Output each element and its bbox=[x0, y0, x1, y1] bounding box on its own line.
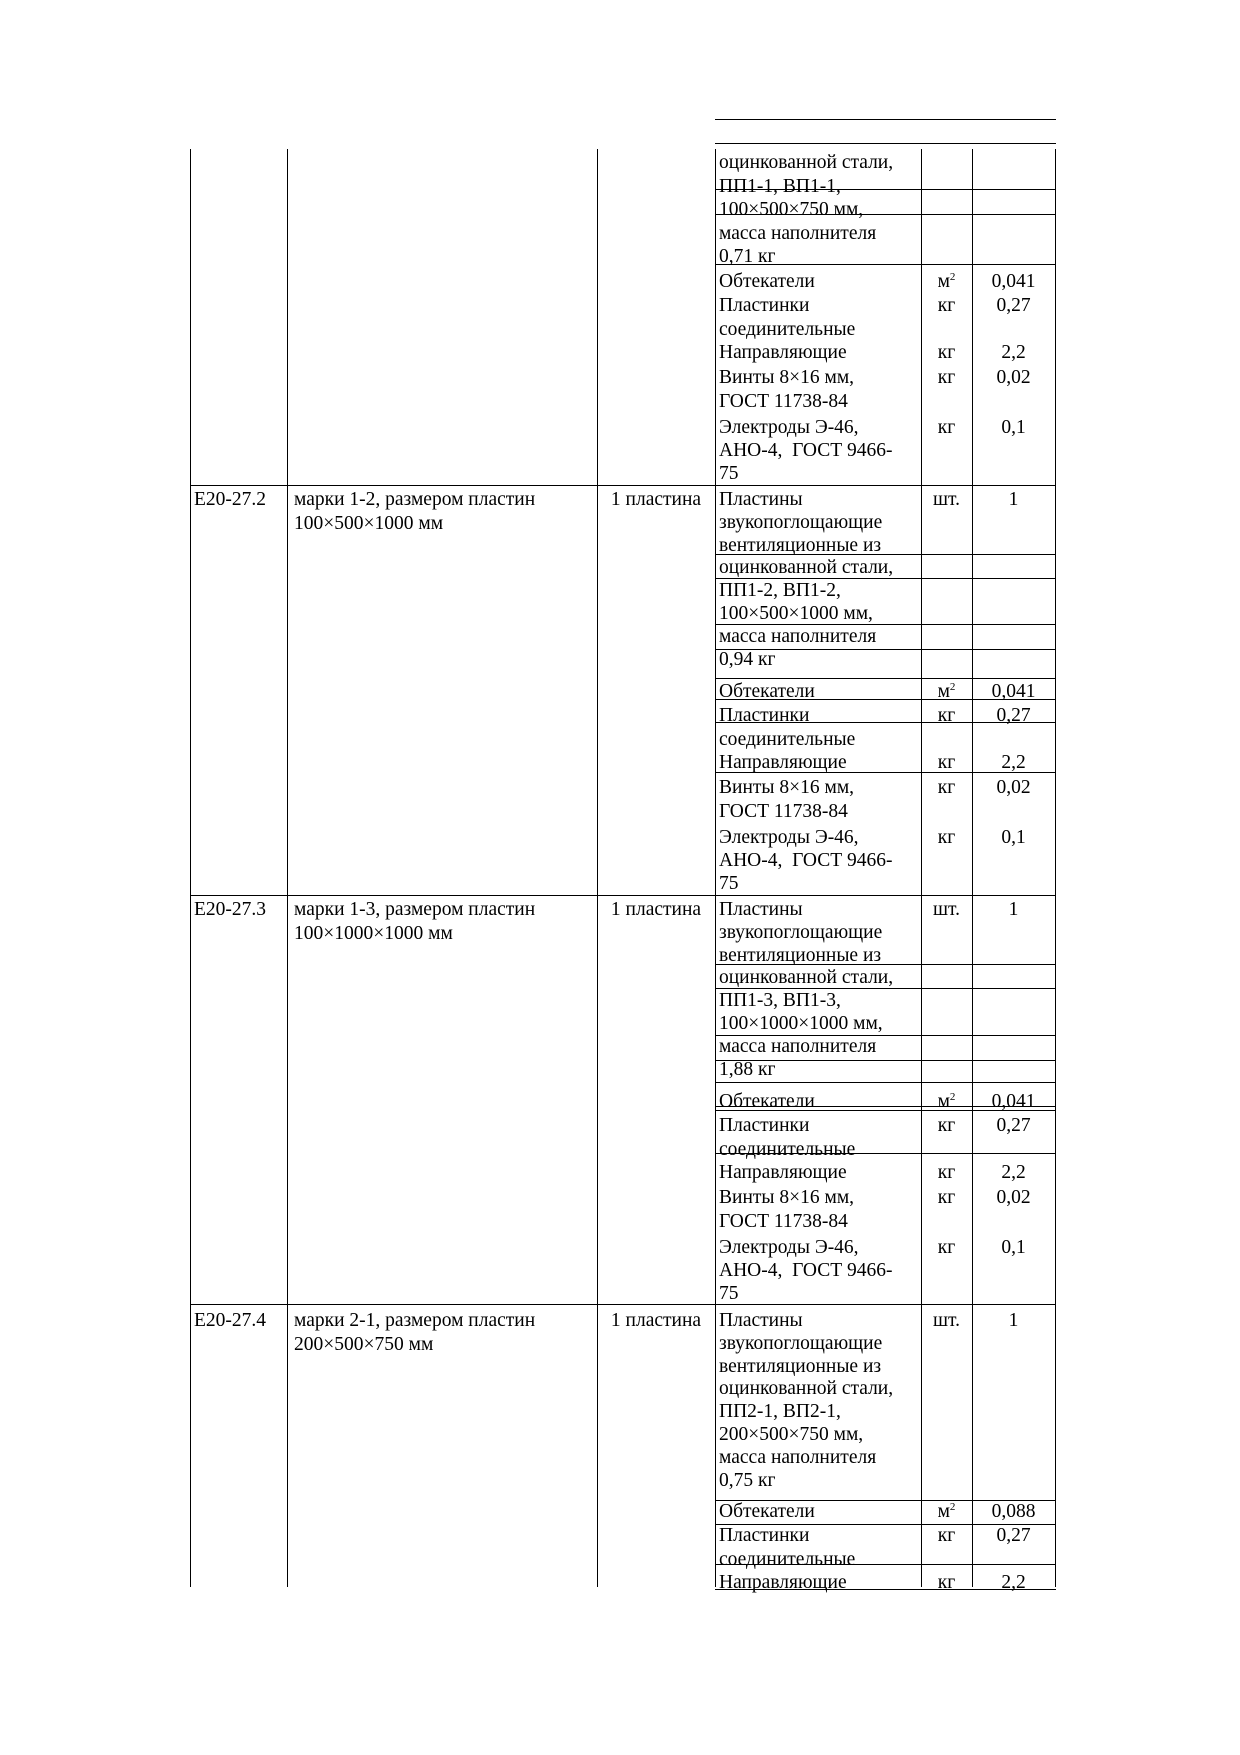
unit-superscript: 2 bbox=[949, 1501, 956, 1513]
unit-cell: шт. bbox=[933, 489, 960, 510]
unit-cell: кг bbox=[937, 777, 956, 798]
value-cell: 0,27 bbox=[996, 1115, 1031, 1136]
row-line bbox=[715, 1082, 1056, 1083]
item-code: Е20-27.2 bbox=[194, 489, 267, 510]
resource-name-line: вентиляционные из bbox=[719, 1355, 882, 1377]
col-line-right bbox=[1055, 149, 1056, 1587]
resource-name-line: Направляющие bbox=[719, 1572, 847, 1593]
value-cell: 0,27 bbox=[996, 705, 1031, 726]
resource-name-line: Направляющие bbox=[719, 1162, 847, 1183]
col-line-meter bbox=[715, 149, 716, 1587]
value-cell: 2,2 bbox=[1001, 342, 1026, 363]
resource-name-line: Пластинки bbox=[719, 1525, 810, 1546]
row-line bbox=[715, 119, 1056, 120]
item-description-line: марки 1-2, размером пластин bbox=[294, 489, 536, 510]
resource-name-line: Пластины bbox=[719, 489, 803, 510]
resource-name-line: ГОСТ 11738-84 bbox=[719, 801, 848, 822]
col-line-unit bbox=[972, 149, 973, 1587]
item-code: Е20-27.4 bbox=[194, 1310, 267, 1331]
unit-cell: кг bbox=[937, 1115, 956, 1136]
resource-name-line: масса наполнителя bbox=[719, 1035, 877, 1057]
resource-name-line: АНО-4, ГОСТ 9466- bbox=[719, 1260, 893, 1281]
unit-superscript: 2 bbox=[949, 271, 956, 283]
value-cell: 0,02 bbox=[996, 367, 1031, 388]
unit-cell: кг bbox=[937, 295, 956, 316]
col-line-left bbox=[190, 149, 191, 1587]
unit-text: м bbox=[937, 271, 950, 292]
resource-name-line: Винты 8×16 мм, bbox=[719, 777, 855, 798]
col-line-desc bbox=[597, 149, 598, 1587]
unit-cell: кг bbox=[937, 705, 956, 726]
resource-name-line: Направляющие bbox=[719, 752, 847, 773]
value-cell: 2,2 bbox=[1001, 1162, 1026, 1183]
resource-name-line: Винты 8×16 мм, bbox=[719, 1187, 855, 1208]
resource-name-line: 1,88 кг bbox=[719, 1058, 776, 1080]
resource-name-line: 75 bbox=[719, 873, 739, 894]
resource-name-line: соединительные bbox=[719, 1139, 856, 1160]
item-description-line: 100×500×1000 мм bbox=[294, 512, 444, 534]
resource-name-line: 100×500×750 мм, bbox=[719, 199, 864, 220]
item-description-line: марки 1-3, размером пластин bbox=[294, 899, 536, 920]
resource-name-line: Обтекатели bbox=[719, 1091, 815, 1112]
unit-cell bbox=[921, 270, 972, 293]
resource-name-line: масса наполнителя bbox=[719, 1446, 877, 1468]
resource-name-line: 0,94 кг bbox=[719, 648, 776, 670]
resource-name-line: соединительные bbox=[719, 1549, 856, 1570]
value-cell: 2,2 bbox=[1001, 1572, 1026, 1593]
item-description-line: марки 2-1, размером пластин bbox=[294, 1310, 536, 1331]
value-cell: 0,1 bbox=[1001, 1237, 1026, 1258]
resource-name-line: 75 bbox=[719, 463, 739, 484]
resource-name-line: вентиляционные из bbox=[719, 944, 882, 966]
resource-name-line: ПП1-2, ВП1-2, bbox=[719, 580, 841, 602]
resource-name-line: 100×500×1000 мм, bbox=[719, 603, 873, 624]
value-cell: 0,02 bbox=[996, 777, 1031, 798]
value-cell: 1 bbox=[1008, 1310, 1019, 1331]
resource-name-line: Пластинки bbox=[719, 1115, 810, 1136]
value-cell: 0,27 bbox=[996, 1525, 1031, 1546]
unit-cell: кг bbox=[937, 417, 956, 438]
resource-name-line: 0,71 кг bbox=[719, 246, 776, 267]
unit-cell: шт. bbox=[933, 1310, 960, 1331]
resource-name-line: вентиляционные из bbox=[719, 534, 882, 556]
resource-name-line: 75 bbox=[719, 1283, 739, 1304]
resource-name-line: оцинкованной стали, bbox=[719, 1378, 894, 1400]
record-line bbox=[190, 895, 1056, 896]
row-line bbox=[715, 678, 1056, 679]
value-cell: 0,041 bbox=[991, 271, 1036, 292]
item-meter: 1 пластина bbox=[610, 489, 702, 510]
unit-cell: шт. bbox=[933, 899, 960, 920]
col-line-code bbox=[287, 149, 288, 1587]
unit-superscript: 2 bbox=[949, 681, 956, 693]
unit-cell: кг bbox=[937, 1162, 956, 1183]
resource-name-line: Направляющие bbox=[719, 342, 847, 363]
unit-text: м bbox=[937, 681, 950, 702]
unit-cell: кг bbox=[937, 367, 956, 388]
resource-name-line: соединительные bbox=[719, 319, 856, 340]
resource-name-line: Пластины bbox=[719, 1310, 803, 1331]
resource-name-line: Пластины bbox=[719, 899, 803, 920]
value-cell: 1 bbox=[1008, 899, 1019, 920]
value-cell: 0,041 bbox=[991, 1091, 1036, 1112]
resource-name-line: ГОСТ 11738-84 bbox=[719, 391, 848, 412]
value-cell: 0,1 bbox=[1001, 827, 1026, 848]
resource-name-line: звукопоглощающие bbox=[719, 1332, 883, 1354]
item-description-line: 200×500×750 мм bbox=[294, 1333, 434, 1355]
value-cell: 0,02 bbox=[996, 1187, 1031, 1208]
item-meter: 1 пластина bbox=[610, 899, 702, 920]
resource-name-line: ПП1-1, ВП1-1, bbox=[719, 175, 841, 197]
value-cell: 0,1 bbox=[1001, 417, 1026, 438]
item-meter: 1 пластина bbox=[610, 1310, 702, 1331]
unit-cell bbox=[921, 1500, 972, 1523]
resource-name-line: масса наполнителя bbox=[719, 625, 877, 647]
unit-cell bbox=[921, 680, 972, 703]
unit-cell: кг bbox=[937, 1525, 956, 1546]
unit-text: м bbox=[937, 1501, 950, 1522]
unit-cell: кг bbox=[937, 827, 956, 848]
resource-name-line: 100×1000×1000 мм, bbox=[719, 1013, 883, 1034]
value-cell: 1 bbox=[1008, 489, 1019, 510]
resource-table bbox=[190, 149, 1059, 1593]
record-line bbox=[190, 1304, 1056, 1305]
resource-name-line: оцинкованной стали, bbox=[719, 967, 894, 989]
resource-name-line: ПП1-3, ВП1-3, bbox=[719, 990, 841, 1012]
resource-name-line: оцинкованной стали, bbox=[719, 557, 894, 579]
resource-name-line: масса наполнителя bbox=[719, 222, 877, 244]
unit-cell: кг bbox=[937, 1572, 956, 1593]
resource-name-line: ГОСТ 11738-84 bbox=[719, 1211, 848, 1232]
resource-name-line: Электроды Э-46, bbox=[719, 417, 859, 438]
value-cell: 0,041 bbox=[991, 681, 1036, 702]
resource-name-line: звукопоглощающие bbox=[719, 511, 883, 533]
col-line-name bbox=[921, 149, 922, 1587]
value-cell: 0,27 bbox=[996, 295, 1031, 316]
item-code: Е20-27.3 bbox=[194, 899, 267, 920]
resource-name-line: Обтекатели bbox=[719, 1501, 815, 1522]
resource-name-line: Пластинки bbox=[719, 295, 810, 316]
resource-name-line: Электроды Э-46, bbox=[719, 1237, 859, 1258]
unit-text: м bbox=[937, 1091, 950, 1112]
unit-cell: кг bbox=[937, 342, 956, 363]
record-line bbox=[190, 485, 1056, 486]
resource-name-line: звукопоглощающие bbox=[719, 921, 883, 943]
unit-superscript: 2 bbox=[949, 1091, 956, 1103]
value-cell: 2,2 bbox=[1001, 752, 1026, 773]
resource-name-line: 0,75 кг bbox=[719, 1469, 776, 1491]
resource-name-line: 200×500×750 мм, bbox=[719, 1424, 864, 1445]
item-description-line: 100×1000×1000 мм bbox=[294, 922, 453, 944]
resource-name-line: Обтекатели bbox=[719, 681, 815, 702]
unit-cell: кг bbox=[937, 752, 956, 773]
resource-name-line: Электроды Э-46, bbox=[719, 827, 859, 848]
resource-name-line: Пластинки bbox=[719, 705, 810, 726]
unit-cell: кг bbox=[937, 1237, 956, 1258]
unit-cell: кг bbox=[937, 1187, 956, 1208]
resource-name-line: Винты 8×16 мм, bbox=[719, 367, 855, 388]
resource-name-line: ПП2-1, ВП2-1, bbox=[719, 1401, 841, 1423]
unit-cell bbox=[921, 1090, 972, 1113]
resource-name-line: АНО-4, ГОСТ 9466- bbox=[719, 850, 893, 871]
resource-name-line: соединительные bbox=[719, 729, 856, 750]
value-cell: 0,088 bbox=[991, 1501, 1036, 1522]
resource-name-line: Обтекатели bbox=[719, 271, 815, 292]
resource-name-line: АНО-4, ГОСТ 9466- bbox=[719, 440, 893, 461]
resource-name-line: оцинкованной стали, bbox=[719, 152, 894, 173]
row-line bbox=[715, 143, 1056, 144]
